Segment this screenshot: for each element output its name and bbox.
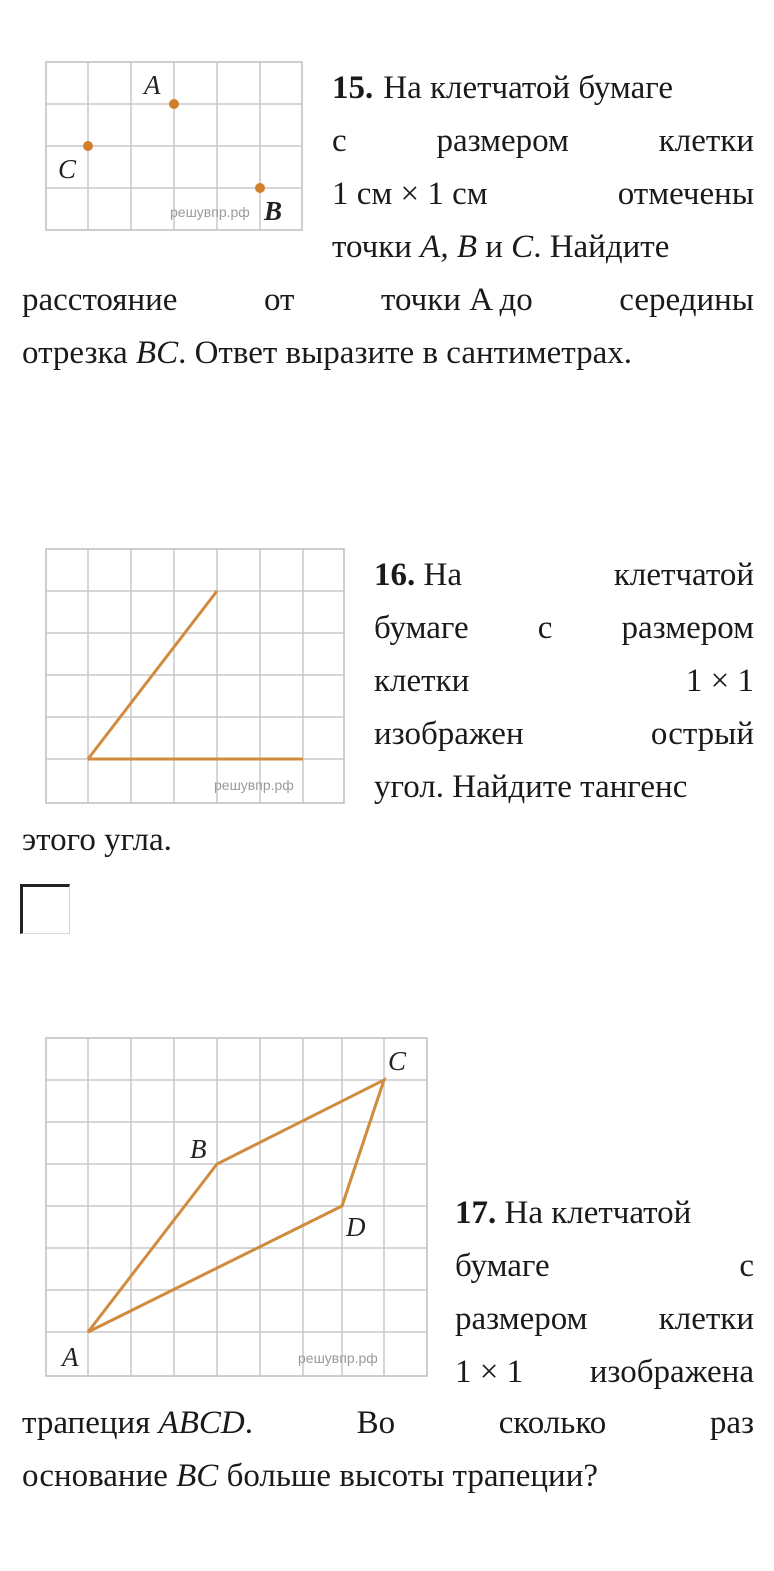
text: угол. Найдите тангенс <box>374 769 688 805</box>
text: точки A, B и C. Найдите <box>332 229 670 265</box>
label-b: B <box>190 1134 207 1164</box>
problem15-text-full <box>22 274 754 380</box>
text: этого угла. <box>22 822 172 858</box>
text: бумаге <box>455 1248 550 1284</box>
text-line <box>22 1450 754 1503</box>
text-line <box>22 1397 754 1450</box>
text: середины <box>619 282 754 318</box>
text-line <box>332 168 754 221</box>
watermark: решувпр.рф <box>170 204 250 220</box>
label-a: A <box>144 70 161 100</box>
text: изображен <box>374 716 524 752</box>
text-line <box>22 814 754 867</box>
label-c: C <box>58 154 77 184</box>
text: Во <box>356 1405 396 1441</box>
text-line <box>22 274 754 327</box>
label-c: C <box>388 1046 407 1076</box>
text: отмечены <box>617 176 754 212</box>
text-line <box>455 1240 754 1293</box>
watermark: решувпр.рф <box>214 777 294 793</box>
text: 1 × 1 <box>685 663 754 699</box>
text: сколько <box>498 1405 607 1441</box>
point-b <box>255 183 265 193</box>
text: 17. На клетчатой <box>455 1195 692 1231</box>
text: отрезка BC. Ответ выразите в сантиметрах. <box>22 335 632 371</box>
problem15-figure <box>44 60 306 236</box>
problem16-text-full <box>22 814 754 867</box>
text: с <box>739 1248 754 1284</box>
text-line <box>22 327 754 380</box>
label-a: A <box>62 1342 79 1372</box>
text: клетки <box>658 123 754 159</box>
text: трапеция ABCD. <box>22 1405 254 1441</box>
watermark: решувпр.рф <box>298 1350 378 1366</box>
problem17-figure <box>44 1036 430 1380</box>
text: На клетчатой бумаге <box>383 70 673 106</box>
label-d: D <box>346 1212 366 1242</box>
text: бумаге <box>374 610 469 646</box>
text: острый <box>650 716 754 752</box>
text: 16. На <box>374 557 462 593</box>
text-line <box>332 62 754 115</box>
problem16-text-right <box>374 549 754 814</box>
text-line <box>374 549 754 602</box>
problem17-text-right <box>455 1187 754 1399</box>
text: клетки <box>374 663 470 699</box>
text-line <box>374 761 754 814</box>
text: раз <box>709 1405 754 1441</box>
problem17-text-full <box>22 1397 754 1503</box>
text: с <box>332 123 347 159</box>
point-c <box>83 141 93 151</box>
text: размером <box>621 610 754 646</box>
label-b: B <box>264 196 283 226</box>
text: размером <box>436 123 569 159</box>
text-line <box>455 1187 754 1240</box>
text-line <box>374 708 754 761</box>
text: размером <box>455 1301 588 1337</box>
answer-input-box[interactable] <box>20 884 70 934</box>
text: расстояние <box>22 282 178 318</box>
text: клетки <box>658 1301 754 1337</box>
text: 1 × 1 <box>455 1354 524 1390</box>
text-line <box>455 1293 754 1346</box>
text: от <box>263 282 295 318</box>
text: изображена <box>589 1354 754 1390</box>
text: 1 см × 1 см <box>332 176 488 212</box>
point-a <box>169 99 179 109</box>
text-line <box>374 602 754 655</box>
grid <box>46 549 344 803</box>
text: клетчатой <box>613 557 754 593</box>
problem-number: 15. <box>332 70 374 106</box>
problem15-text-right <box>332 62 754 274</box>
text-line <box>374 655 754 708</box>
text: точки A до <box>381 282 533 318</box>
text-line <box>455 1346 754 1399</box>
problem16-figure <box>44 547 346 807</box>
text: основание BC больше высоты трапеции? <box>22 1458 599 1494</box>
text: с <box>537 610 553 646</box>
text-line <box>332 221 754 274</box>
text-line <box>332 115 754 168</box>
